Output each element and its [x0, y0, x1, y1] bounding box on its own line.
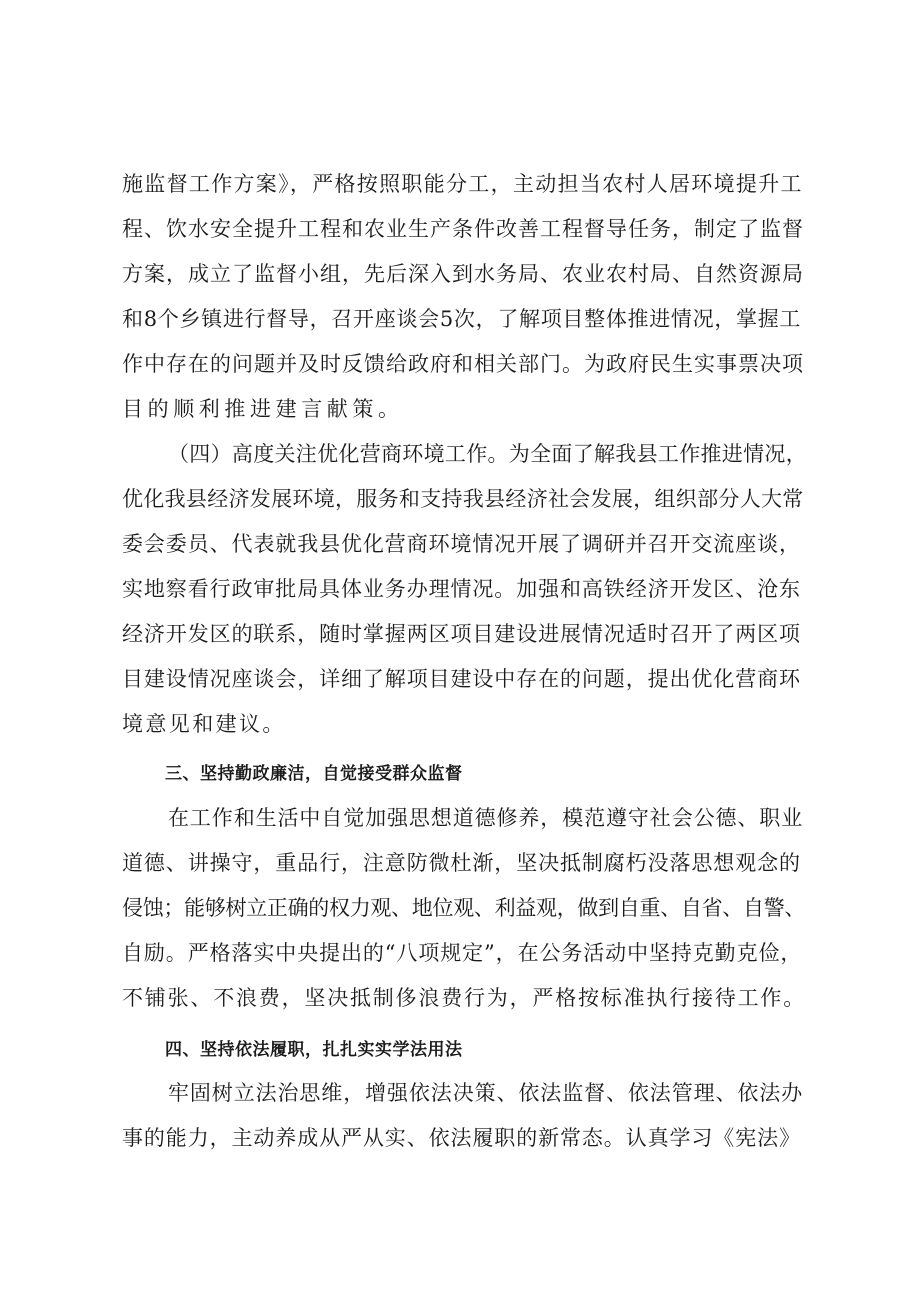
- text-line: 境意见和建议。: [122, 712, 286, 736]
- text-line: 目的顺利推进建言献策。: [122, 397, 404, 421]
- text-line: 和8个乡镇进行督导，召开座谈会5次，了解项目整体推进情况，掌握工: [122, 307, 802, 331]
- text-line: 作中存在的问题并及时反馈给政府和相关部门。为政府民生实事票决项: [122, 352, 804, 376]
- text-line: 优化我县经济发展环境，服务和支持我县经济社会发展，组织部分人大常: [122, 487, 804, 511]
- text-line: 方案，成立了监督小组，先后深入到水务局、农业农村局、自然资源局: [122, 262, 804, 286]
- text-line: 经济开发区的联系，随时掌握两区项目建设进展情况适时召开了两区项: [122, 622, 801, 646]
- text-line: （四）高度关注优化营商环境工作。为全面了解我县工作推进情况，: [168, 442, 807, 466]
- text-line: 事的能力，主动养成从严从实、依法履职的新常态。认真学习《宪法》: [122, 1126, 801, 1150]
- text-line: 目建设情况座谈会，详细了解项目建设中存在的问题，提出优化营商环: [122, 667, 801, 691]
- text-line: 施监督工作方案》，严格按照职能分工，主动担当农村人居环境提升工: [122, 172, 803, 196]
- text-line: 牢固树立法治思维，增强依法决策、依法监督、依法管理、依法办: [168, 1081, 804, 1105]
- text-line: 委会委员、代表就我县优化营商环境情况开展了调研并召开交流座谈，: [122, 532, 801, 556]
- text-line: 在工作和生活中自觉加强思想道德修养，模范遵守社会公德、职业: [168, 806, 804, 830]
- text-line: 侵蚀；能够树立正确的权力观、地位观、利益观，做到自重、自省、自警、: [122, 896, 806, 920]
- text-line: 自励。严格落实中央提出的“八项规定”，在公务活动中坚持克勤克俭，: [122, 941, 803, 965]
- section-heading: 四、坚持依法履职，扎扎实实学法用法: [165, 1040, 463, 1060]
- section-heading: 三、坚持勤政廉洁，自觉接受群众监督: [165, 764, 463, 784]
- text-line: 程、饮水安全提升工程和农业生产条件改善工程督导任务，制定了监督: [122, 217, 804, 241]
- text-line: 不铺张、不浪费，坚决抵制侈浪费行为，严格按标准执行接待工作。: [122, 986, 806, 1010]
- text-line: 道德、讲操守，重品行，注意防微杜渐，坚决抵制腐朽没落思想观念的: [122, 851, 801, 875]
- text-line: 实地察看行政审批局具体业务办理情况。加强和高铁经济开发区、沧东: [122, 577, 801, 601]
